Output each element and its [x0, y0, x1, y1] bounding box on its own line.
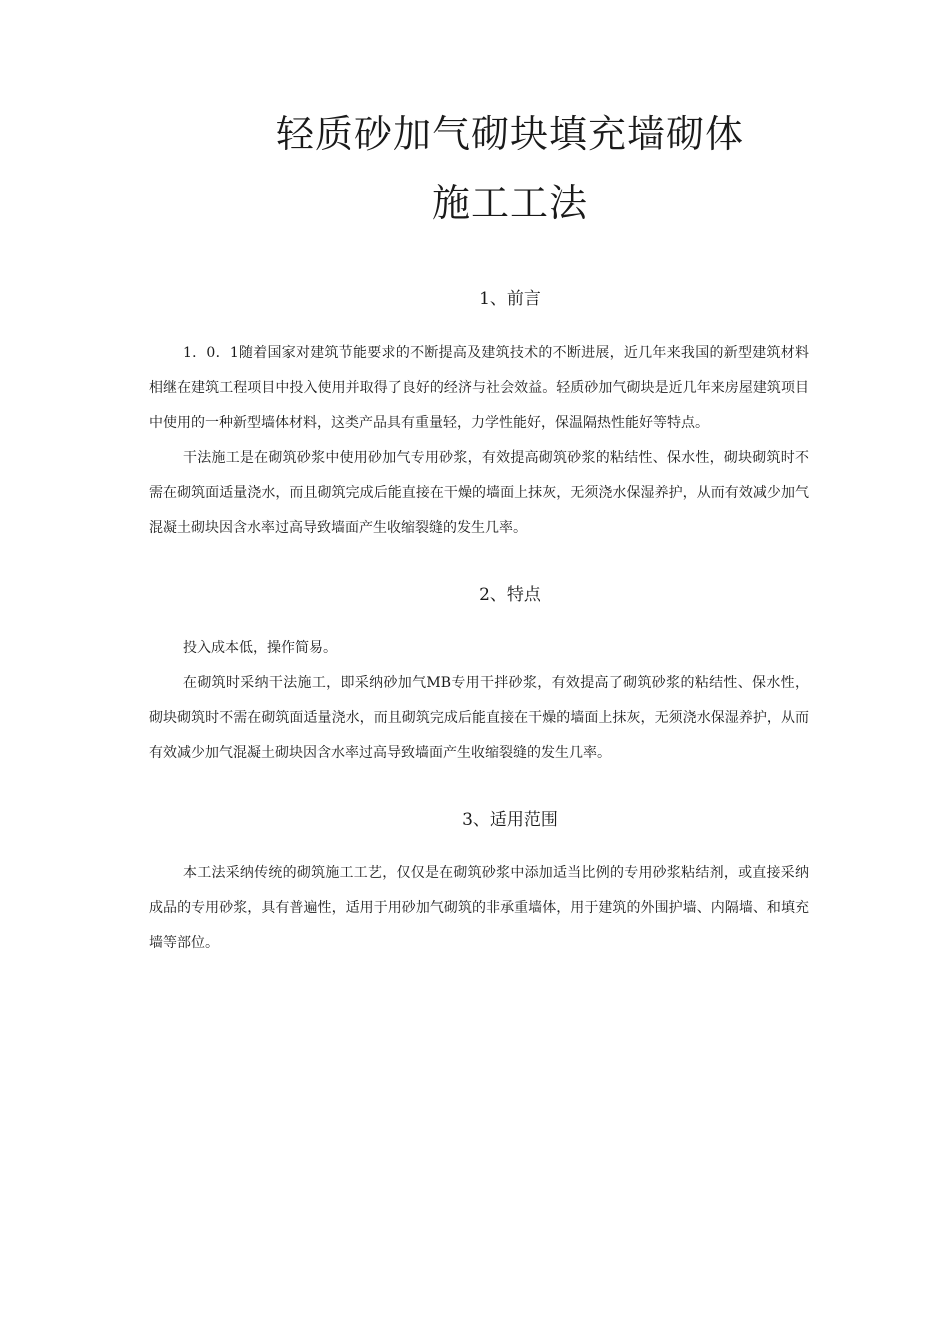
section-heading-scope: 3、适用范围 — [462, 810, 558, 830]
paragraph-scope-1: 本工法采纳传统的砌筑施工工艺，仅仅是在砌筑砂浆中添加适当比例的专用砂浆粘结剂，或直接采纳成品的专用砂浆，具有普遍性，适用于用砂加气砌筑的非承重墙体，用于建筑的外围护墙、内隔墙、和填充墙等部位。 — [149, 865, 809, 951]
paragraph-features-2: 在砌筑时采纳干法施工，即采纳砂加气MB专用干拌砂浆，有效提高了砌筑砂浆的粘结性、保水性，砌块砌筑时不需在砌筑面适量浇水，而且砌筑完成后能直接在干燥的墙面上抹灰，无须浇水保湿养护，从而有效减少加气混凝土砌块因含水率过高导致墙面产生收缩裂缝的发生几率。 — [149, 675, 809, 761]
paragraph-features-1: 投入成本低，操作简易。 — [183, 640, 337, 656]
paragraph-preface-2: 干法施工是在砌筑砂浆中使用砂加气专用砂浆，有效提高砌筑砂浆的粘结性、保水性，砌块砌筑时不需在砌筑面适量浇水，而且砌筑完成后能直接在干燥的墙面上抹灰，无须浇水保湿养护，从而有效减少加气混凝土砌块因含水率过高导致墙面产生收缩裂缝的发生几率。 — [149, 450, 809, 536]
section-heading-preface: 1、前言 — [479, 289, 541, 309]
document-title: 轻质砂加气砌块填充墙砌体 — [275, 112, 744, 156]
document-subtitle: 施工工法 — [431, 181, 588, 225]
paragraph-preface-1: 1．0．1随着国家对建筑节能要求的不断提高及建筑技术的不断进展，近几年来我国的新型建筑材料相继在建筑工程项目中投入使用并取得了良好的经济与社会效益。轻质砂加气砌块是近几年来房屋建筑项目中使用的一种新型墙体材料，这类产品具有重量轻，力学性能好，保温隔热性能好等特点。 — [149, 345, 809, 431]
section-heading-features: 2、特点 — [479, 585, 541, 605]
